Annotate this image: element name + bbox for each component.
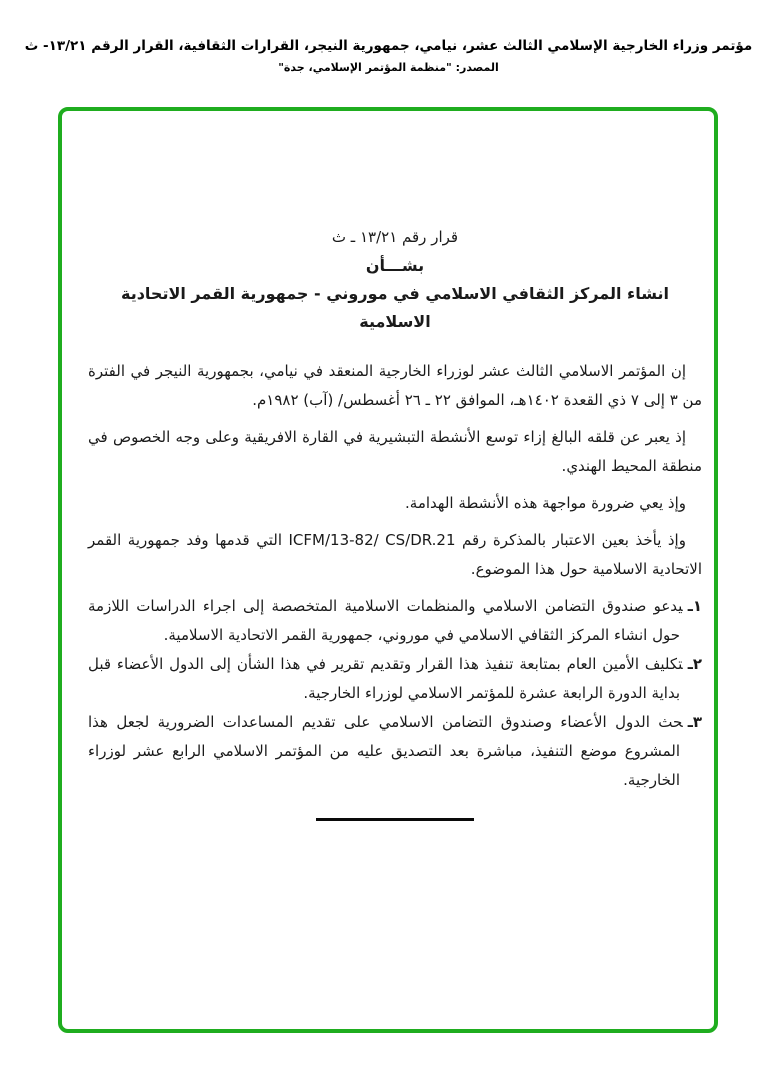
- resolution-title: انشاء المركز الثقافي الاسلامي في موروني - جمهورية القمر الاتحادية الاسلامية: [120, 284, 670, 331]
- end-divider-rule: [316, 818, 474, 821]
- resolution-number: قرار رقم ١٣/٢١ ـ ث: [331, 228, 459, 246]
- concern-paragraph: إذ يعبر عن قلقه البالغ إزاء توسع الأنشطة التبشيرية في القارة الافريقية وعلى وجه الخصوص في منطقة المحيط الهندي.: [88, 428, 702, 475]
- clause-1-text: يدعو صندوق التضامن الاسلامي والمنظمات الاسلامية المتخصصة إلى اجراء الدراسات اللازمة حول انشاء المركز الثقافي الاسلامي في موروني، جمهورية القمر الاتحادية الاسلامية.: [88, 597, 683, 644]
- awareness-paragraph: وإذ يعي ضرورة مواجهة هذه الأنشطة الهدامة.: [405, 494, 686, 512]
- clause-2-text: تكليف الأمين العام بمتابعة تنفيذ هذا القرار وتقديم تقرير في هذا الشأن إلى الدول الأعضاء قبل بداية الدورة الرابعة عشرة للمؤتمر الاسلامي لوزراء الخارجية.: [88, 655, 683, 702]
- clause-1-number: ١ـ: [687, 597, 702, 615]
- green-document-frame: [58, 107, 718, 1033]
- memorandum-reference-paragraph: وإذ يأخذ بعين الاعتبار بالمذكرة رقم ICFM/13-82/ CS/DR.21 التي قدمها وفد جمهورية القمر الاتحادية الاسلامية حول هذا الموضوع.: [88, 531, 702, 578]
- source-line: المصدر: "منظمة المؤتمر الإسلامي، جدة": [278, 61, 499, 74]
- clause-1: [88, 592, 702, 650]
- clause-3-text: حث الدول الأعضاء وصندوق التضامن الاسلامي على تقديم المساعدات الضرورية لجعل هذا المشروع موضع التنفيذ، مباشرة بعد التصديق عليه من المؤتمر الاسلامي الرابع عشر لوزراء الخارجية.: [88, 713, 683, 789]
- conference-citation-line: مؤتمر وزراء الخارجية الإسلامي الثالث عشر، نيامي، جمهورية النيجر، القرارات الثقافية، القرار الرقم ١٣/٢١- ث: [24, 38, 753, 54]
- regarding-heading: بشـــأن: [365, 256, 425, 275]
- clause-3: [88, 708, 702, 795]
- clause-2: [88, 650, 702, 708]
- clause-3-number: ٣ـ: [687, 713, 702, 731]
- resolution-clauses: [88, 592, 702, 795]
- citation-header: [0, 38, 777, 74]
- document-body: [62, 111, 714, 821]
- preamble-paragraph: إن المؤتمر الاسلامي الثالث عشر لوزراء الخارجية المنعقد في نيامي، بجمهورية النيجر في الفترة من ٣ إلى ٧ ذي القعدة ١٤٠٢هـ، الموافق ٢٢ ـ ٢٦ أغسطس/ (آب) ١٩٨٢م.: [88, 362, 702, 409]
- clause-2-number: ٢ـ: [687, 655, 702, 673]
